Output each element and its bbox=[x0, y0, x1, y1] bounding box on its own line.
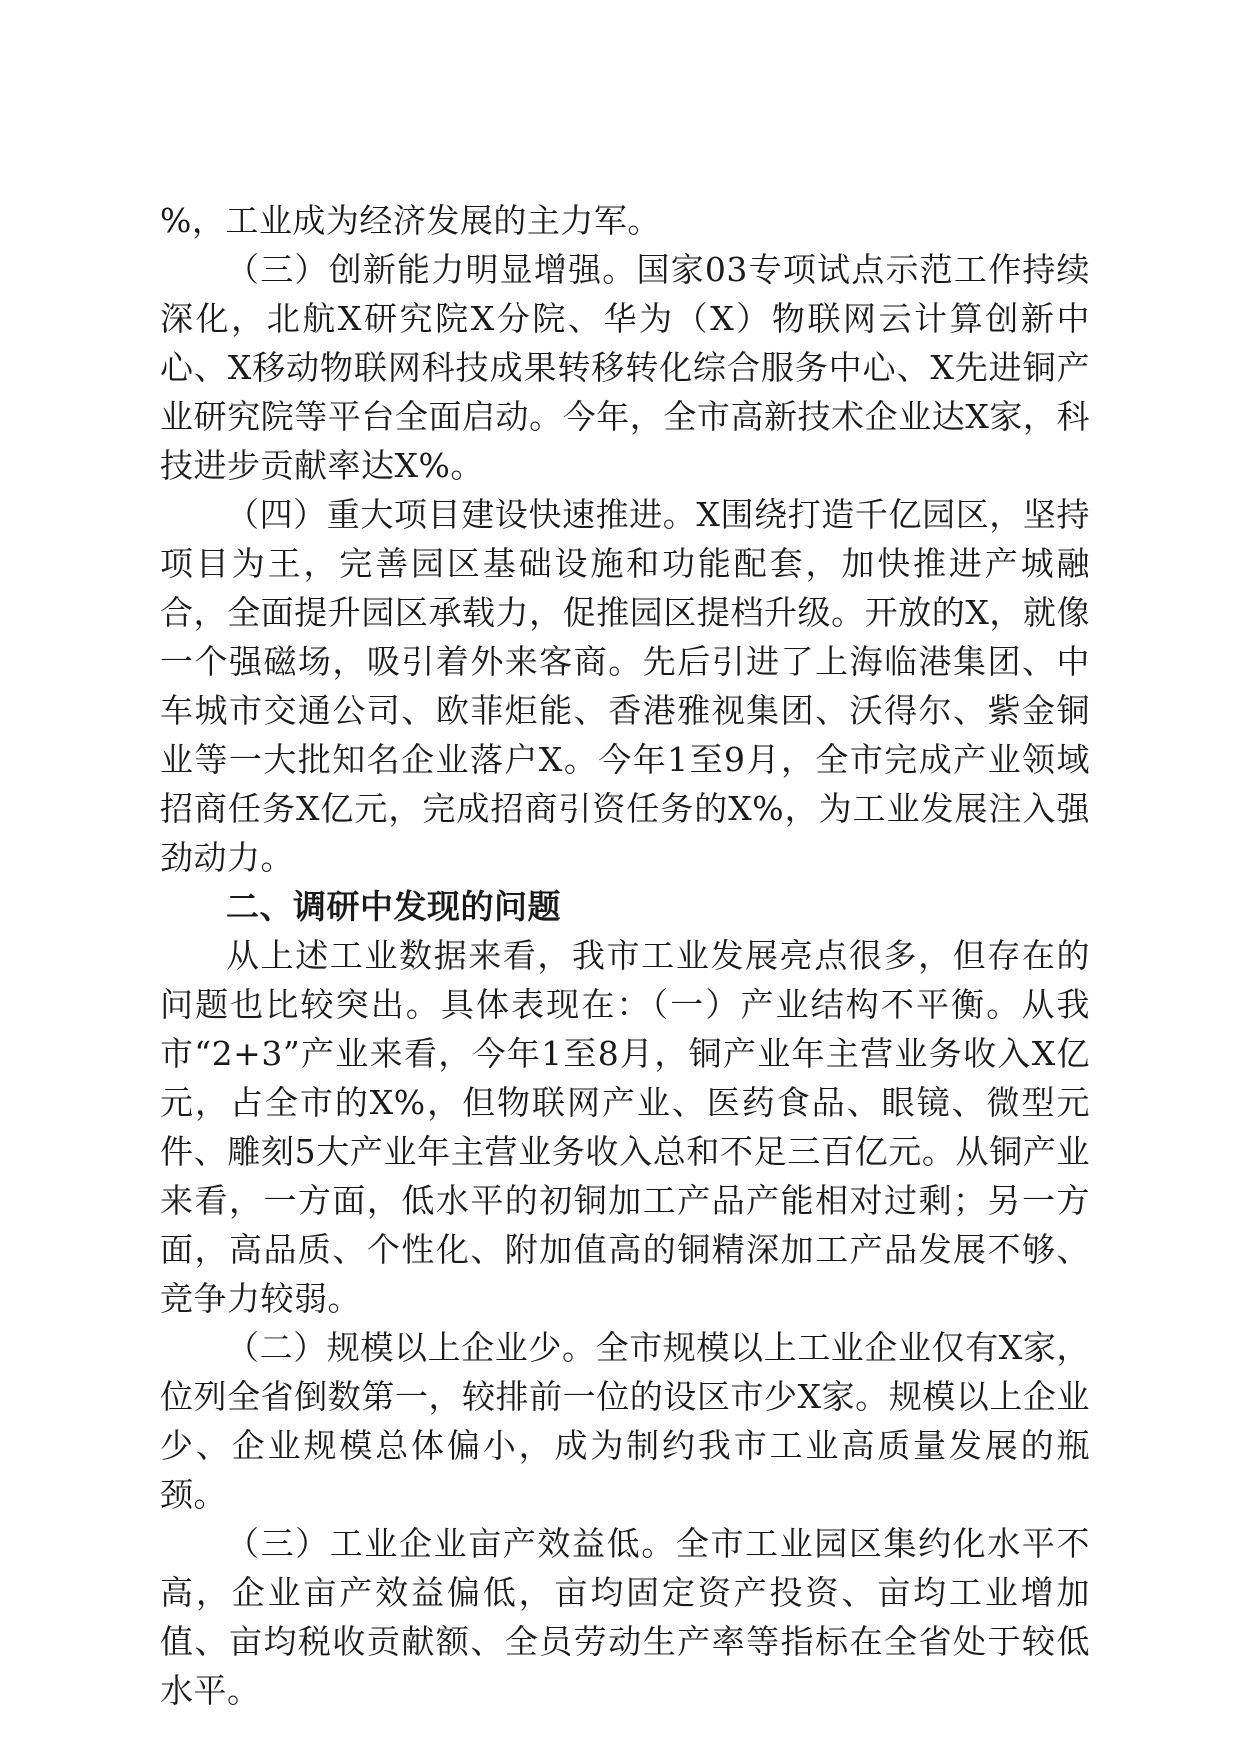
section-heading-problems: 二、调研中发现的问题 bbox=[226, 887, 561, 926]
paragraph-industry-structure: 从上述工业数据来看，我市工业发展亮点很多，但存在的问题也比较突出。具体表现在：（一）产业结构不平衡。从我市“2+3”产业来看，今年1至8月，铜产业年主营业务收入X亿元，占全市的X%，但物联网产业、医药食品、眼镜、微型元件、雕刻5大产业年主营业务收入总和不足三百亿元。从铜产业来看，一方面，低水平的初铜加工产品产能相对过剩；另一方面，高品质、个性化、附加值高的铜精深加工产品发展不够、竞争力较弱。 bbox=[160, 936, 1090, 1318]
paragraph-scale-enterprises: （二）规模以上企业少。全市规模以上工业企业仅有X家，位列全省倒数第一，较排前一位的设区市少X家。规模以上企业少、企业规模总体偏小，成为制约我市工业高质量发展的瓶颈。 bbox=[160, 1328, 1090, 1514]
paragraph-major-projects: （四）重大项目建设快速推进。X围绕打造千亿园区，坚持项目为王，完善园区基础设施和功能配套，加快推进产城融合，全面提升园区承载力，促推园区提档升级。开放的X，就像一个强磁场，吸引着外来客商。先后引进了上海临港集团、中车城市交通公司、欧菲炬能、香港雅视集团、沃得尔、紫金铜业等一大批知名企业落户X。今年1至9月，全市完成产业领域招商任务X亿元，完成招商引资任务的X%，为工业发展注入强劲动力。 bbox=[160, 495, 1091, 877]
paragraph-innovation: （三）创新能力明显增强。国家03专项试点示范工作持续深化，北航X研究院X分院、华为（X）物联网云计算创新中心、X移动物联网科技成果转移转化综合服务中心、X先进铜产业研究院等平台全面启动。今年，全市高新技术企业达X家，科技进步贡献率达X%。 bbox=[160, 250, 1090, 485]
document-body bbox=[160, 196, 1090, 1715]
paragraph-land-efficiency: （三）工业企业亩产效益低。全市工业园区集约化水平不高，企业亩产效益偏低，亩均固定资产投资、亩均工业增加值、亩均税收贡献额、全员劳动生产率等指标在全省处于较低水平。 bbox=[160, 1524, 1090, 1710]
paragraph-continuation: %，工业成为经济发展的主力军。 bbox=[160, 201, 661, 240]
